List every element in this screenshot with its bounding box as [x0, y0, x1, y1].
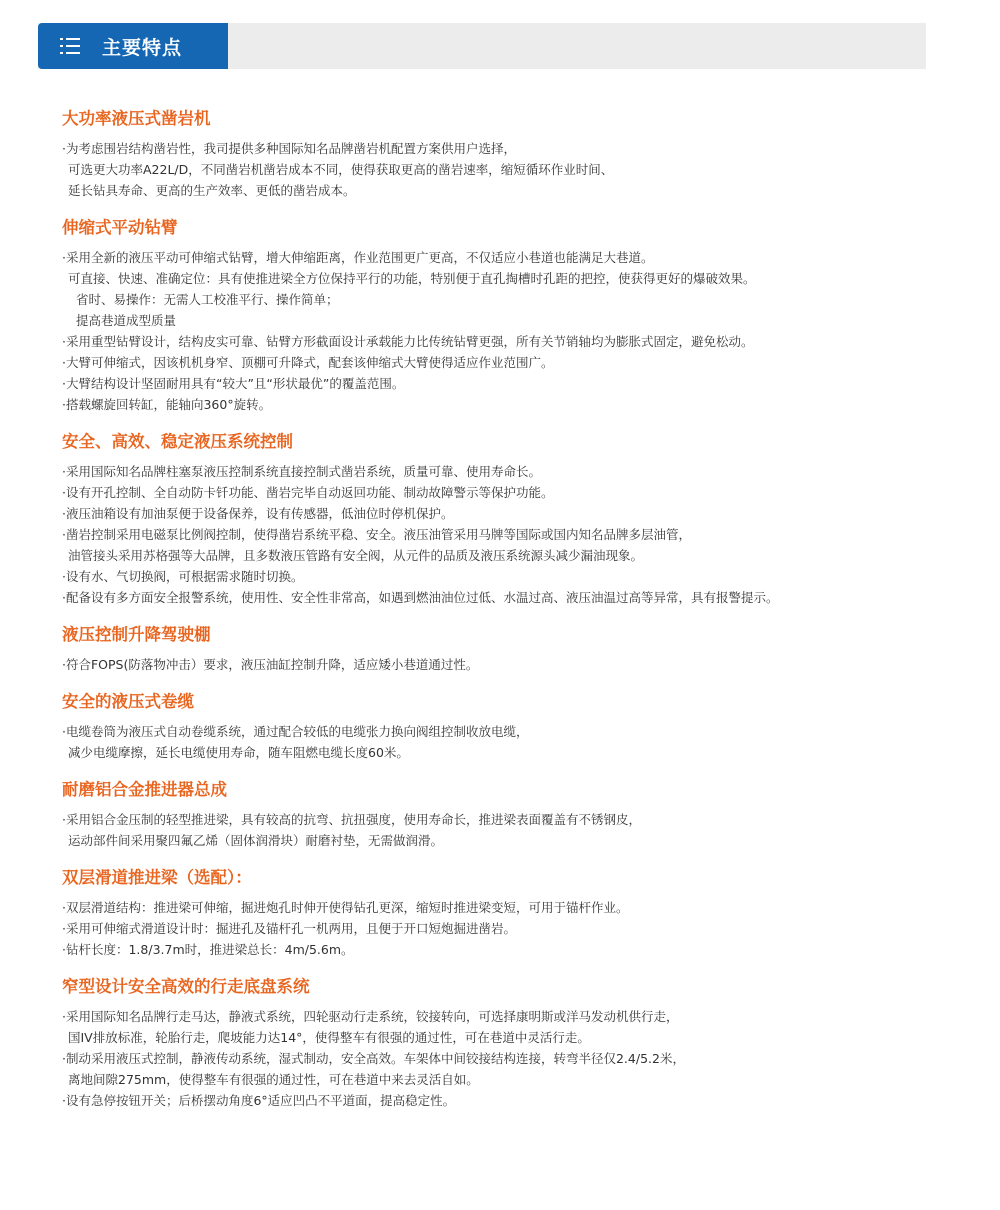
bullet-item: ·大臂结构设计坚固耐用具有“较大”且“形状最优”的覆盖范围。: [62, 376, 405, 391]
list-icon: [60, 38, 80, 54]
bullet-item: ·制动采用液压式控制，静液传动系统，湿式制动，安全高效。车架体中间铰接结构连接，转弯半径仅2.4/5.2米，: [62, 1051, 685, 1066]
feature-section: [62, 867, 962, 960]
section-title: 大功率液压式凿岩机: [62, 109, 211, 128]
bullet-item: ·设有急停按钮开关；后桥摆动角度6°适应凹凸不平道面，提高稳定性。: [62, 1093, 456, 1108]
bullet-continuation: 油管接头采用苏格强等大品牌，且多数液压管路有安全阀，从元件的品质及液压系统源头减少漏油现象。: [68, 548, 644, 563]
bullet-continuation: 可直接、快速、准确定位：具有使推进梁全方位保持平行的功能，特别便于直孔掏槽时孔距的把控，使获得更好的爆破效果。: [68, 271, 756, 286]
bullet-item: ·设有开孔控制、全自动防卡钎功能、凿岩完毕自动返回功能、制动故障警示等保护功能。: [62, 485, 554, 500]
bullet-continuation: 延长钻具寿命、更高的生产效率、更低的凿岩成本。: [68, 183, 356, 198]
feature-section: [62, 976, 962, 1111]
bullet-item: ·采用国际知名品牌行走马达，静液式系统，四轮驱动行走系统，铰接转向，可选择康明斯或洋马发动机供行走，: [62, 1009, 679, 1024]
section-title: 双层滑道推进梁（选配）：: [62, 868, 252, 887]
bullet-item: ·液压油箱设有加油泵便于设备保养，设有传感器，低油位时停机保护。: [62, 506, 454, 521]
bullet-item: ·凿岩控制采用电磁泵比例阀控制，使得凿岩系统平稳、安全。液压油管采用马牌等国际或国内知名品牌多层油管，: [62, 527, 691, 542]
bullet-item: ·大臂可伸缩式，因该机机身窄、顶棚可升降式，配套该伸缩式大臂使得适应作业范围广。: [62, 355, 554, 370]
bullet-item: ·采用全新的液压平动可伸缩式钻臂，增大伸缩距离，作业范围更广更高，不仅适应小巷道也能满足大巷道。: [62, 250, 654, 265]
bullet-continuation: 省时、易操作：无需人工校准平行、操作简单；: [76, 292, 339, 307]
bullet-item: ·采用重型钻臂设计，结构皮实可靠、钻臂方形截面设计承载能力比传统钻臂更强，所有关节销轴均为膨胀式固定，避免松动。: [62, 334, 754, 349]
bullet-item: ·符合FOPS(防落物冲击）要求，液压油缸控制升降，适应矮小巷道通过性。: [62, 657, 479, 672]
section-title: 伸缩式平动钻臂: [62, 218, 178, 237]
features-content: [62, 108, 962, 1127]
feature-section: [62, 108, 962, 201]
feature-section: [62, 779, 962, 851]
bullet-item: ·采用可伸缩式滑道设计时：掘进孔及锚杆孔一机两用，且便于开口短炮掘进凿岩。: [62, 921, 516, 936]
section-title: 安全、高效、稳定液压系统控制: [62, 432, 293, 451]
section-title: 耐磨铝合金推进器总成: [62, 780, 227, 799]
bullet-continuation: 国IV排放标准，轮胎行走，爬坡能力达14°，使得整车有很强的通过性，可在巷道中灵活行走。: [68, 1030, 590, 1045]
bullet-continuation: 减少电缆摩擦，延长电缆使用寿命，随车阻燃电缆长度60米。: [68, 745, 409, 760]
feature-section: [62, 217, 962, 415]
bullet-item: ·设有水、气切换阀，可根据需求随时切换。: [62, 569, 304, 584]
bullet-continuation: 提高巷道成型质量: [76, 313, 177, 328]
section-title: 液压控制升降驾驶棚: [62, 625, 211, 644]
feature-section: [62, 431, 962, 608]
bullet-continuation: 可选更大功率A22L/D，不同凿岩机凿岩成本不同，使得获取更高的凿岩速率，缩短循环作业时间、: [68, 162, 614, 177]
section-title: 窄型设计安全高效的行走底盘系统: [62, 977, 310, 996]
bullet-item: ·双层滑道结构：推进梁可伸缩，掘进炮孔时伸开使得钻孔更深，缩短时推进梁变短，可用于锚杆作业。: [62, 900, 629, 915]
header-tab: [38, 23, 228, 69]
bullet-continuation: 运动部件间采用聚四氟乙烯（固体润滑块）耐磨衬垫，无需做润滑。: [68, 833, 444, 848]
bullet-item: ·配备设有多方面安全报警系统，使用性、安全性非常高，如遇到燃油油位过低、水温过高、液压油温过高等异常，具有报警提示。: [62, 590, 779, 605]
bullet-item: ·采用国际知名品牌柱塞泵液压控制系统直接控制式凿岩系统，质量可靠、使用寿命长。: [62, 464, 541, 479]
section-title: 安全的液压式卷缆: [62, 692, 194, 711]
bullet-continuation: 离地间隙275mm，使得整车有很强的通过性，可在巷道中来去灵活自如。: [68, 1072, 479, 1087]
bullet-item: ·电缆卷筒为液压式自动卷缆系统，通过配合较低的电缆张力换向阀组控制收放电缆，: [62, 724, 529, 739]
feature-section: [62, 691, 962, 763]
bullet-item: ·采用铝合金压制的轻型推进梁，具有较高的抗弯、抗扭强度，使用寿命长，推进梁表面覆盖有不锈钢皮，: [62, 812, 641, 827]
bullet-item: ·为考虑围岩结构凿岩性，我司提供多种国际知名品牌凿岩机配置方案供用户选择，: [62, 141, 516, 156]
bullet-item: ·搭载螺旋回转缸，能轴向360°旋转。: [62, 397, 272, 412]
feature-section: [62, 624, 962, 675]
page-title: 主要特点: [102, 36, 183, 59]
bullet-item: ·钻杆长度：1.8/3.7m时，推进梁总长：4m/5.6m。: [62, 942, 354, 957]
